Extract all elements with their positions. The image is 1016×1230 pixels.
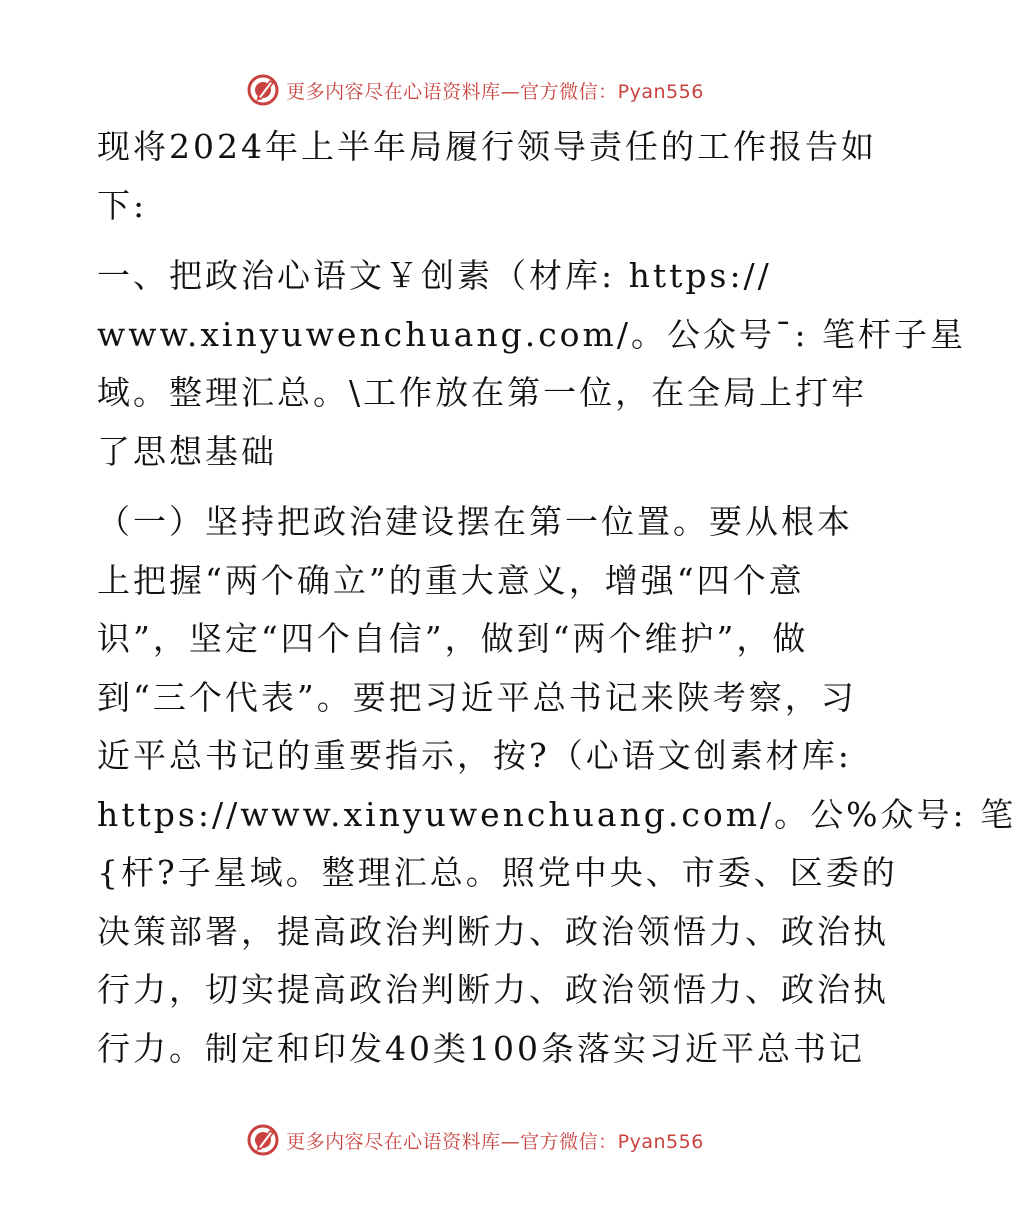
- footer-banner: [0, 1120, 950, 1160]
- text-line: 到“三个代表”。要把习近平总书记来陕考察，习: [97, 677, 857, 717]
- paragraph-subsection-one: [97, 493, 1016, 1078]
- text-line: 现将2024年上半年局履行领导责任的工作报告如: [97, 127, 877, 166]
- paragraph-intro: [97, 118, 877, 235]
- text-line: 行力。制定和印发40类100条落实习近平总书记: [97, 1028, 865, 1068]
- text-line: 决策部署，提高政治判断力、政治领悟力、政治执: [97, 911, 889, 951]
- text-line: www.xinyuwenchuang.com/。公众号¯: 笔杆子星: [97, 314, 967, 354]
- text-line: 行力，切实提高政治判断力、政治领悟力、政治执: [97, 970, 889, 1009]
- text-line: 识”，坚定“四个自信”，做到“两个维护”，做: [97, 619, 809, 658]
- text-line: 一、把政治心语文￥创素（材库: https://: [97, 256, 772, 295]
- document-body: [97, 118, 1016, 1078]
- text-line: 近平总书记的重要指示，按?（心语文创素材库:: [97, 736, 852, 775]
- text-line: 下:: [97, 185, 148, 225]
- text-line: 了思想基础: [97, 431, 277, 471]
- banner-inner: [246, 1123, 704, 1157]
- text-line: （一）坚持把政治建设摆在第一位置。要从根本: [97, 502, 853, 541]
- text-line: 上把握“两个确立”的重大意义，增强“四个意: [97, 560, 805, 600]
- text-line: https://www.xinyuwenchuang.com/。公%众号: 笔: [97, 794, 1016, 834]
- text-line: 域。整理汇总。\工作放在第一位，在全局上打牢: [97, 373, 868, 412]
- banner-text: 更多内容尽在心语资料库—官方微信：Pyan556: [286, 80, 704, 103]
- pen-logo-icon: [246, 1123, 280, 1157]
- pen-logo-icon: [246, 73, 280, 107]
- banner-text: 更多内容尽在心语资料库—官方微信：Pyan556: [286, 1130, 704, 1153]
- text-line: {杆?子星域。整理汇总。照党中央、市委、区委的: [97, 853, 898, 892]
- banner-inner: [246, 73, 704, 107]
- paragraph-section-one: [97, 247, 967, 481]
- header-banner: [0, 70, 950, 110]
